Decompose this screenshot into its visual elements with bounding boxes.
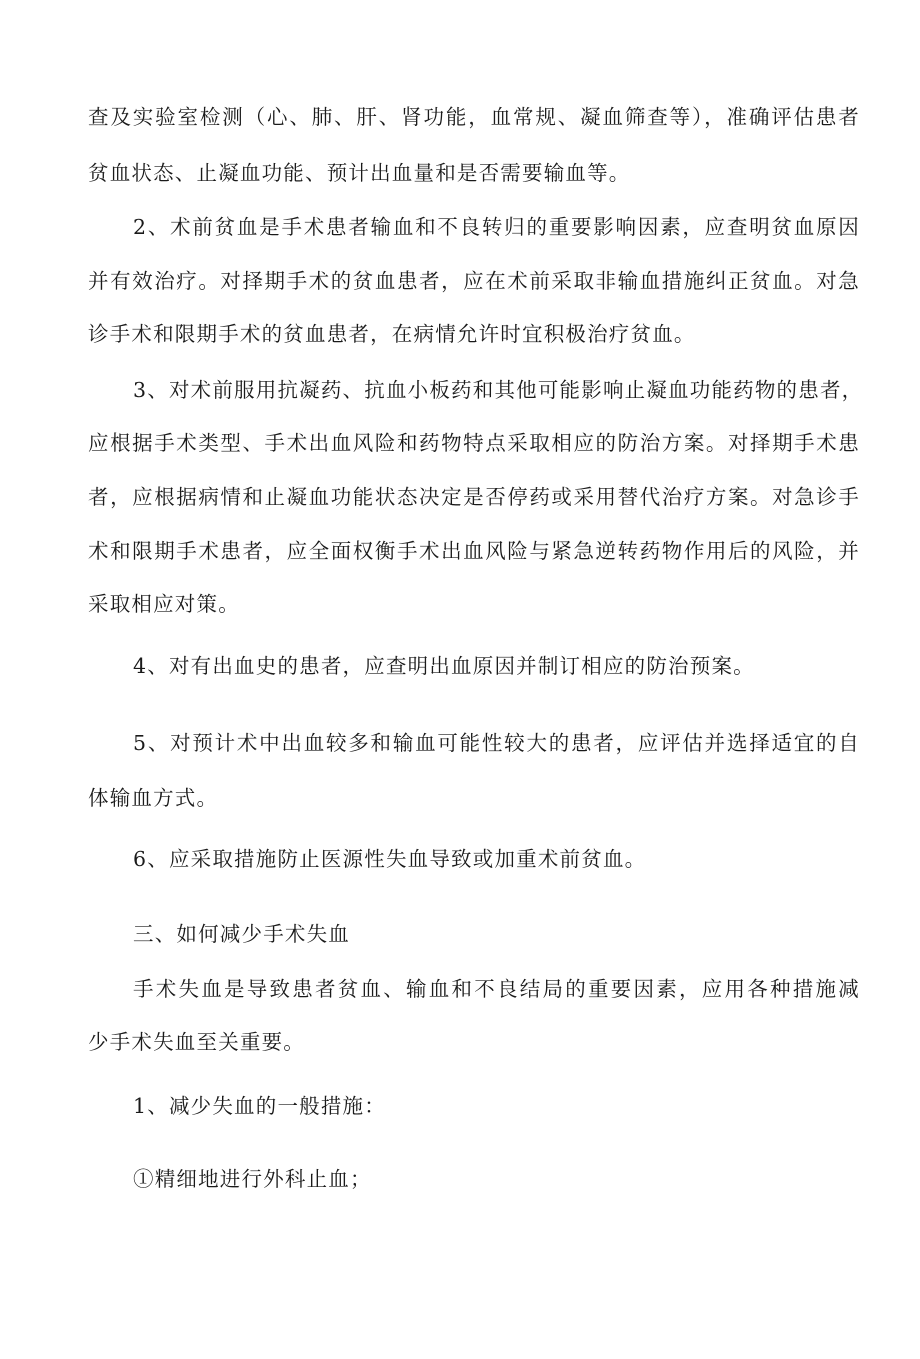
text-line: 体输血方式。 (88, 786, 219, 810)
text-line: 采取相应对策。 (88, 592, 240, 616)
text-line: 术和限期手术患者，应全面权衡手术出血风险与紧急逆转药物作用后的风险，并 (88, 539, 860, 563)
text-line: 手术失血是导致患者贫血、输血和不良结局的重要因素，应用各种措施减 (133, 977, 860, 1001)
text-line: 少手术失血至关重要。 (88, 1030, 305, 1054)
text-line: 应根据手术类型、手术出血风险和药物特点采取相应的防治方案。对择期手术患 (88, 431, 860, 455)
text-line: ①精细地进行外科止血； (133, 1167, 372, 1191)
text-line: 3、对术前服用抗凝药、抗血小板药和其他可能影响止凝血功能药物的患者， (133, 378, 864, 402)
text-line: 者，应根据病情和止凝血功能状态决定是否停药或采用替代治疗方案。对急诊手 (88, 485, 860, 509)
section-heading: 三、如何减少手术失血 (133, 922, 350, 946)
text-line: 4、对有出血史的患者，应查明出血原因并制订相应的防治预案。 (133, 654, 755, 678)
text-line: 2、术前贫血是手术患者输血和不良转归的重要影响因素，应查明贫血原因 (133, 215, 860, 239)
text-line: 并有效治疗。对择期手术的贫血患者，应在术前采取非输血措施纠正贫血。对急 (88, 269, 860, 293)
text-line: 6、应采取措施防止医源性失血导致或加重术前贫血。 (133, 847, 647, 871)
text-line: 贫血状态、止凝血功能、预计出血量和是否需要输血等。 (88, 161, 631, 185)
text-line: 1、减少失血的一般措施： (133, 1094, 386, 1118)
text-line: 诊手术和限期手术的贫血患者，在病情允许时宜积极治疗贫血。 (88, 322, 696, 346)
text-line: 查及实验室检测（心、肺、肝、肾功能，血常规、凝血筛查等），准确评估患者 (88, 105, 860, 129)
text-line: 5、对预计术中出血较多和输血可能性较大的患者，应评估并选择适宜的自 (133, 731, 860, 755)
